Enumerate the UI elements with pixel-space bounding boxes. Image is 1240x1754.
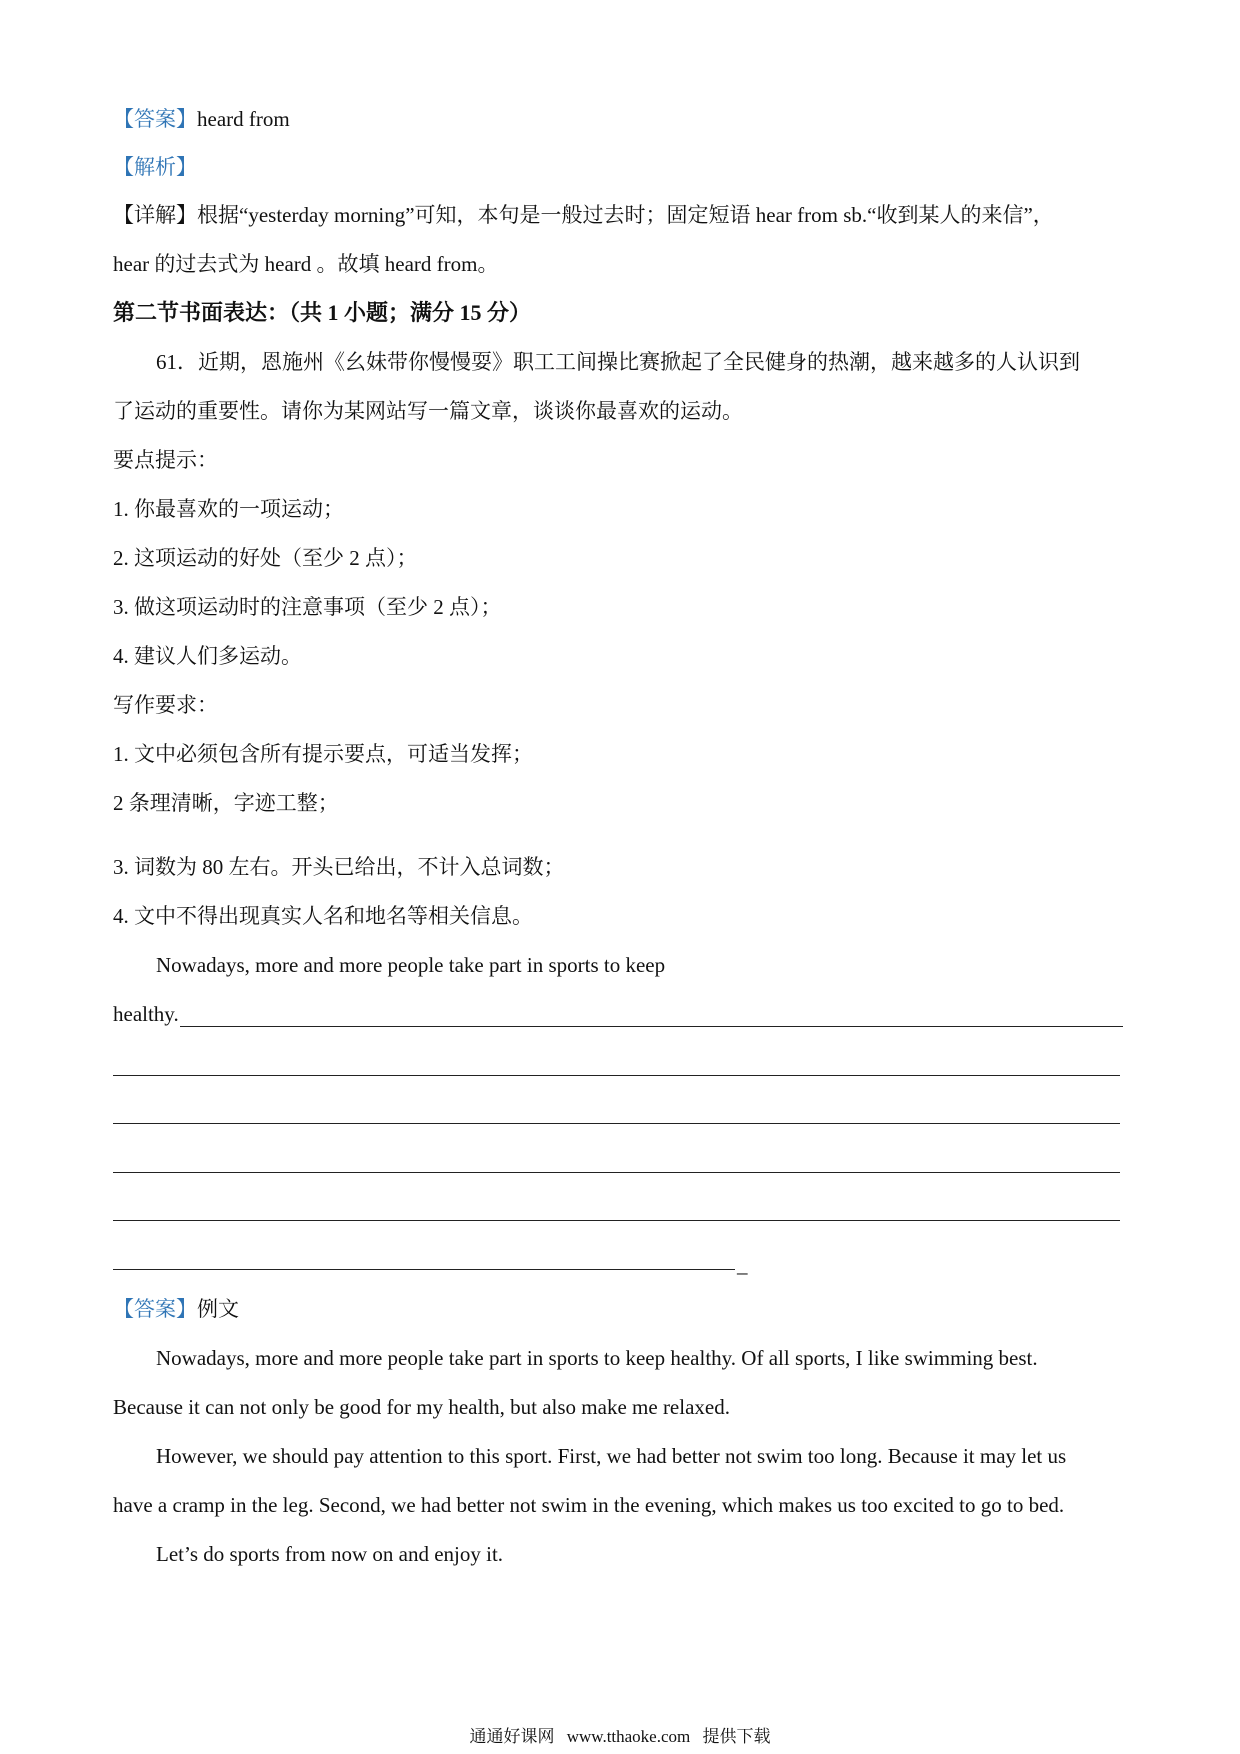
writing-start-line-2: healthy. (113, 1002, 179, 1026)
question-line-1: 61．近期，恩施州《幺妹带你慢慢耍》职工工间操比赛掀起了全民健身的热潮，越来越多的人认识到 (156, 350, 1080, 374)
requirement-item: 4. 文中不得出现真实人名和地名等相关信息。 (113, 904, 533, 928)
question-line-2: 了运动的重要性。请你为某网站写一篇文章，谈谈你最喜欢的运动。 (113, 399, 743, 423)
detail-tag: 【详解】 (113, 203, 197, 227)
writing-rule (113, 1172, 1120, 1173)
answer-tag: 【答案】 (113, 107, 197, 131)
sample-answer-line (113, 1294, 239, 1324)
key-point-item: 4. 建议人们多运动。 (113, 644, 302, 668)
writing-end-mark: _ (737, 1253, 748, 1277)
sample-answer-label: 例文 (197, 1297, 239, 1321)
requirements-title: 写作要求： (113, 693, 218, 717)
footer-url[interactable]: www.tthaoke.com (566, 1727, 691, 1746)
requirement-item: 2 条理清晰，字迹工整； (113, 791, 339, 815)
writing-rule (180, 1026, 1123, 1027)
sample-answer-tag: 【答案】 (113, 1297, 197, 1321)
answer-line (113, 104, 290, 134)
sample-paragraph-line: Nowadays, more and more people take part in sports to keep healthy. Of all sports, I like swimming best. (156, 1346, 1038, 1370)
writing-rule (113, 1123, 1120, 1124)
key-point-item: 3. 做这项运动时的注意事项（至少 2 点）； (113, 595, 502, 619)
section-heading: 第二节书面表达：（共 1 小题；满分 15 分） (113, 300, 532, 325)
detail-line-1 (113, 200, 1054, 230)
analysis-line (113, 152, 197, 182)
sample-paragraph-line: have a cramp in the leg. Second, we had better not swim in the evening, which makes us too excited to go to bed. (113, 1493, 1065, 1517)
requirement-item: 3. 词数为 80 左右。开头已给出，不计入总词数； (113, 855, 565, 879)
key-points-title: 要点提示： (113, 448, 218, 472)
requirement-item: 1. 文中必须包含所有提示要点，可适当发挥； (113, 742, 533, 766)
answer-text: heard from (197, 107, 290, 131)
page-footer (0, 1726, 1240, 1748)
footer-note: 提供下载 (702, 1727, 771, 1746)
sample-paragraph-line: Because it can not only be good for my health, but also make me relaxed. (113, 1395, 730, 1419)
writing-rule (113, 1075, 1120, 1076)
sample-paragraph-line: Let’s do sports from now on and enjoy it. (156, 1542, 504, 1566)
detail-text-1: 根据“yesterday morning”可知，本句是一般过去时；固定短语 hear from sb.“收到某人的来信”， (197, 203, 1054, 227)
sample-paragraph-line: However, we should pay attention to this sport. First, we had better not swim too long. Because it may let us (156, 1444, 1067, 1468)
key-point-item: 1. 你最喜欢的一项运动； (113, 497, 344, 521)
detail-line-2 (113, 249, 498, 279)
key-point-item: 2. 这项运动的好处（至少 2 点）； (113, 546, 418, 570)
analysis-tag: 【解析】 (113, 155, 197, 179)
writing-start-line-1: Nowadays, more and more people take part in sports to keep (156, 953, 666, 977)
writing-rule (113, 1220, 1120, 1221)
writing-rule (113, 1269, 735, 1270)
detail-text-2: hear 的过去式为 heard 。故填 heard from。 (113, 252, 499, 276)
footer-site-name: 通通好课网 (469, 1727, 555, 1746)
